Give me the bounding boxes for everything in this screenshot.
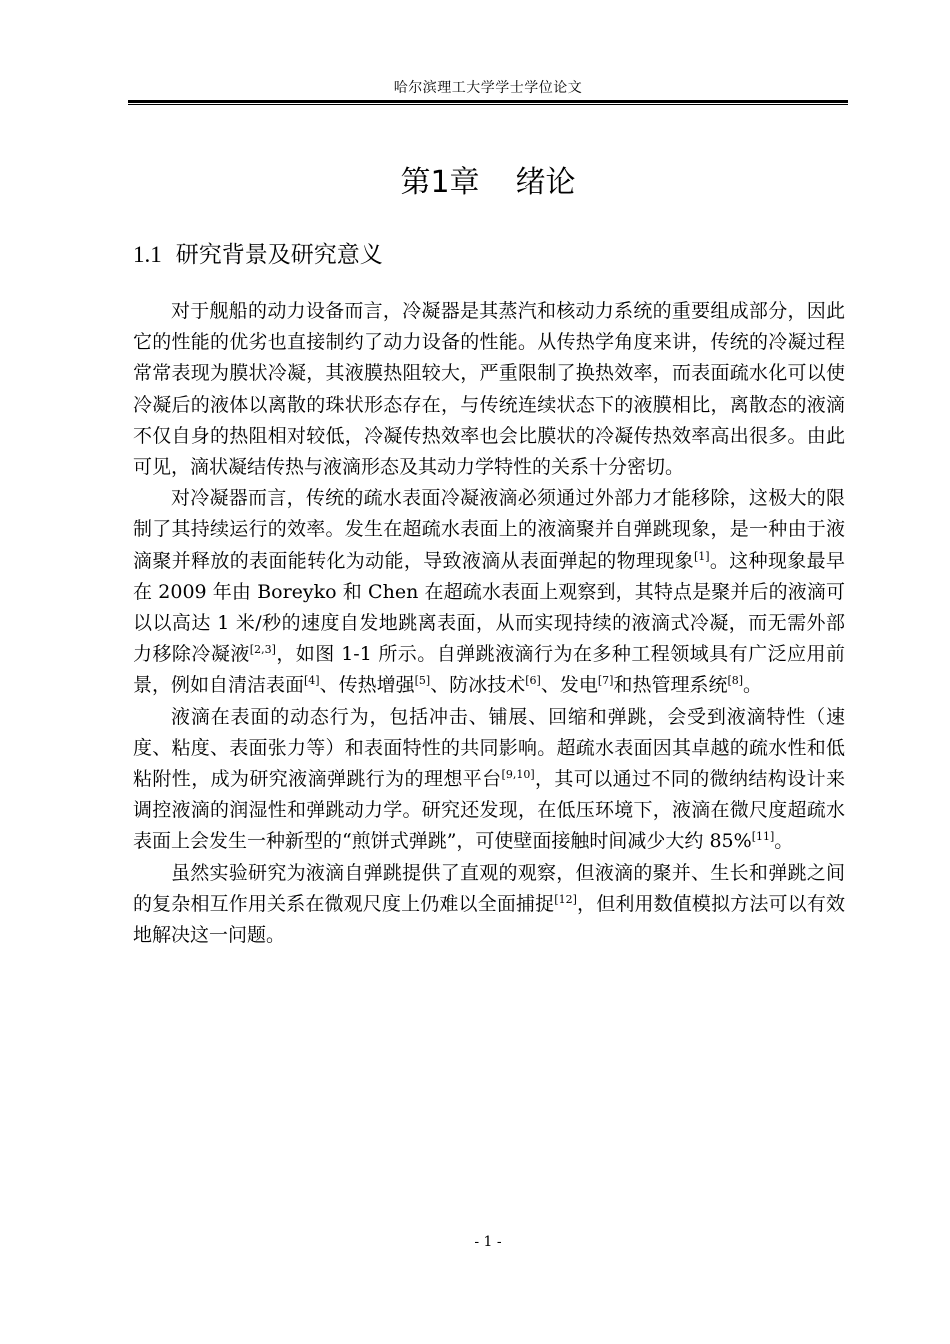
page-number: - 1 - <box>474 1234 502 1250</box>
citation-ref: [2,3] <box>249 643 276 657</box>
citation-ref: [6] <box>525 674 541 688</box>
text-run: 对冷凝器而言，传统的疏水表面冷凝液滴必须通过外部力才能移除，这极大的限制了其持续运行的效率。发生在超疏水表面上的液滴聚并自弹跳现象，是一种由于液滴聚并释放的表面能转化为动能，导致液滴从表面弹起的物理现象 <box>133 487 845 572</box>
header-rule-thick <box>128 100 848 103</box>
text-run: 、传热增强 <box>319 674 415 697</box>
citation-ref: [12] <box>554 892 577 906</box>
text-run: 。这种现象最早在 2009 年由 Boreyko 和 Chen 在超疏水表面上观察到，其特点是聚并后的液滴可以以高达 1 米/秒的速度自发地跳离表面，从而实现持续的液滴式冷凝，而无需外部力移除冷凝液 <box>133 549 845 666</box>
text-run: 。 <box>743 674 763 697</box>
text-run: 、防冰技术 <box>430 674 526 697</box>
citation-ref: [5] <box>414 674 431 688</box>
running-header: 哈尔滨理工大学学士学位论文 <box>393 80 583 96</box>
section-heading <box>133 239 383 271</box>
paragraph <box>133 858 845 952</box>
text-run: 对于舰船的动力设备而言，冷凝器是其蒸汽和核动力系统的重要组成部分，因此它的性能的优劣也直接制约了动力设备的性能。从传热学角度来讲，传统的冷凝过程常常表现为膜状冷凝，其液膜热阻较大，严重限制了换热效率，而表面疏水化可以使冷凝后的液体以离散的珠状形态存在，与传统连续状态下的液膜相比，离散态的液滴不仅自身的热阻相对较低，冷凝传热效率也会比膜状的冷凝传热效率高出很多。由此可见，滴状凝结传热与液滴形态及其动力学特性的关系十分密切。 <box>133 300 845 479</box>
text-run: 液滴在表面的动态行为，包括冲击、铺展、回缩和弹跳，会受到液滴特性（速度、粘度、表面张力等）和表面特性的共同影响。超疏水表面因其卓越的疏水性和低粘附性，成为研究液滴弹跳行为的理想平台 <box>133 705 845 791</box>
chapter-title <box>128 163 848 203</box>
paragraph <box>133 702 845 858</box>
citation-ref: [11] <box>751 830 775 844</box>
body-text <box>133 296 845 951</box>
header-rule-thin <box>128 104 848 105</box>
citation-ref: [4] <box>304 674 320 688</box>
paragraph <box>133 296 845 483</box>
text-run: ，如图 1-1 所示。自弹跳液滴行为在多种工程领域具有广泛应用前景，例如自清洁表面 <box>133 643 845 697</box>
citation-ref: [1] <box>693 549 710 563</box>
chapter-number: 第1章 <box>400 165 480 200</box>
citation-ref: [7] <box>597 674 614 688</box>
chapter-name: 绪论 <box>515 165 576 200</box>
section-number: 1.1 <box>133 242 162 267</box>
header-rule <box>128 100 848 105</box>
text-run: 。 <box>774 830 794 853</box>
text-run: 、发电 <box>540 674 598 697</box>
paragraph <box>133 483 845 701</box>
text-run: 虽然实验研究为液滴自弹跳提供了直观的观察，但液滴的聚并、生长和弹跳之间的复杂相互作用关系在微观尺度上仍难以全面捕捉 <box>133 861 845 915</box>
section-name: 研究背景及研究意义 <box>175 242 383 268</box>
citation-ref: [9,10] <box>501 768 535 782</box>
text-run: ，但利用数值模拟方法可以有效地解决这一问题。 <box>133 892 845 947</box>
text-run: ，其可以通过不同的微纳结构设计来调控液滴的润湿性和弹跳动力学。研究还发现，在低压环境下，液滴在微尺度超疏水表面上会发生一种新型的“煎饼式弹跳”，可使壁面接触时间减少大约 85% <box>133 768 845 853</box>
citation-ref: [8] <box>727 674 744 688</box>
text-run: 和热管理系统 <box>613 674 728 697</box>
